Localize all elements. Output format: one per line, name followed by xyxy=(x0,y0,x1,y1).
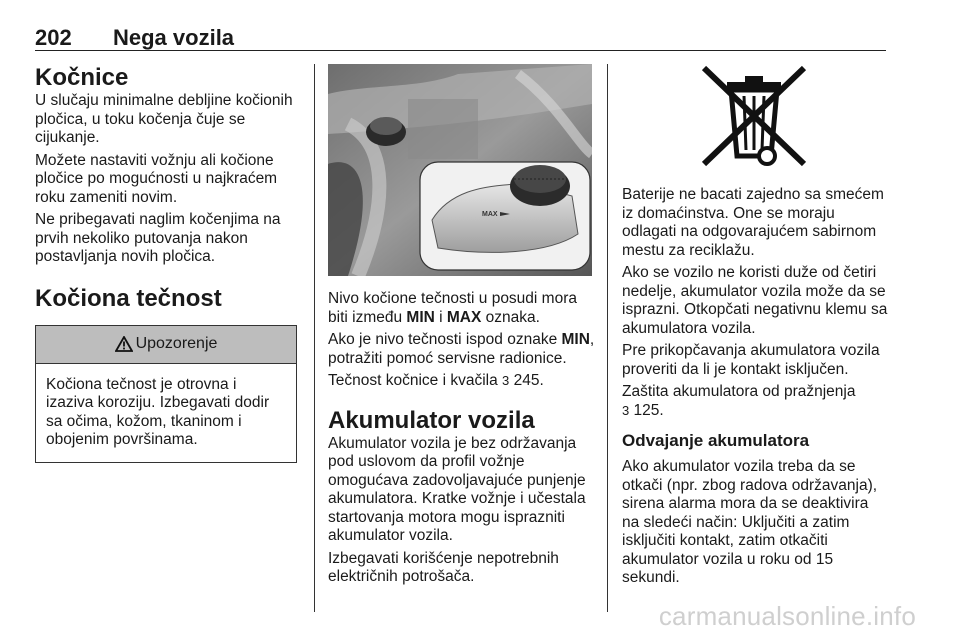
discharge-protection-reference: Zaštita akumulatora od pražnjenja 3 125. xyxy=(622,383,856,419)
brake-fluid-reservoir-image xyxy=(328,64,592,276)
max-label: MAX xyxy=(482,211,498,218)
column-fluid-battery xyxy=(328,64,596,591)
disconnect-paragraph: Ako akumulator vozila treba da se otkači (npr. zbog radova održavanja), sirena alarma mora da se deaktivira na sledeći način: Uključiti a zatim isključiti kontakt, zatim otkačiti akumulator vozila u roku od 15 sekundi. xyxy=(622,458,878,586)
reference-link[interactable]: 125. xyxy=(633,401,664,419)
battery-discharge-paragraph: Ako se vozilo ne koristi duže od četiri nedelje, akumulator vozila može da se isprazni. Otkopčati negativnu klemu sa akumulatora vozila. xyxy=(622,264,888,337)
warning-text: Kočiona tečnost je otrovna i izaziva koroziju. Izbegavati dodir sa očima, kožom, tkaninom i obojenim površinama. xyxy=(46,375,270,448)
column-divider xyxy=(314,64,315,612)
page-number: 202 xyxy=(35,25,72,50)
fluid-reference: Tečnost kočnice i kvačila 3 245. xyxy=(328,372,544,389)
brakes-heading: Kočnice xyxy=(35,64,129,91)
fluid-level-paragraph: Nivo kočione tečnosti u posudi mora biti između MIN i MAX oznaka. xyxy=(328,290,577,326)
warning-triangle-icon xyxy=(115,336,133,352)
reference-arrow-icon: 3 xyxy=(622,402,630,418)
warning-box xyxy=(35,325,297,463)
column-brakes xyxy=(35,64,303,463)
battery-connect-paragraph: Pre prikopčavanja akumulatora vozila proveriti da li je kontakt isključen. xyxy=(622,342,880,378)
section-title: Nega vozila xyxy=(113,25,235,50)
brakes-paragraph: Ne pribegavati naglim kočenjima na prvih nekoliko putovanja nakon postavljanja novih pločica. xyxy=(35,211,281,265)
warning-label: Upozorenje xyxy=(135,335,218,352)
fluid-low-paragraph: Ako je nivo tečnosti ispod oznake MIN, potražiti pomoć servisne radionice. xyxy=(328,331,595,367)
brake-fluid-heading: Kočiona tečnost xyxy=(35,284,222,312)
battery-heading: Akumulator vozila xyxy=(328,406,535,434)
warning-header xyxy=(36,326,296,364)
reference-arrow-icon: 3 xyxy=(502,373,510,388)
battery-paragraph: Izbegavati korišćenje nepotrebnih električnih potrošača. xyxy=(328,549,559,585)
reference-link[interactable]: 245. xyxy=(513,372,544,389)
watermark: carmanualsonline.info xyxy=(658,601,916,631)
disposal-paragraph: Baterije ne bacati zajedno sa smećem iz domaćinstva. One se moraju odlagati na odgovarajućem sabirnom mestu za reciklažu. xyxy=(622,186,884,259)
brakes-paragraph: Možete nastaviti vožnju ali kočione pločice po mogućnosti u najkraćem roku zameniti novim. xyxy=(35,151,278,206)
disconnect-battery-heading: Odvajanje akumulatora xyxy=(622,431,810,450)
column-divider xyxy=(607,64,608,612)
column-battery-disposal xyxy=(622,64,888,592)
battery-paragraph: Akumulator vozila je bez održavanja pod uslovom da profil vožnje omogućava zadovoljavajuće punjenje akumulatora. Kratke vožnje i učestala startovanja motora mogu isprazniti akumulator vozila. xyxy=(328,434,586,544)
brakes-paragraph: U slučaju minimalne debljine kočionih pločica, u toku kočenja čuje se cijukanje. xyxy=(35,92,293,146)
page-header xyxy=(35,26,886,51)
crossed-bin-recycling-icon xyxy=(699,64,809,170)
